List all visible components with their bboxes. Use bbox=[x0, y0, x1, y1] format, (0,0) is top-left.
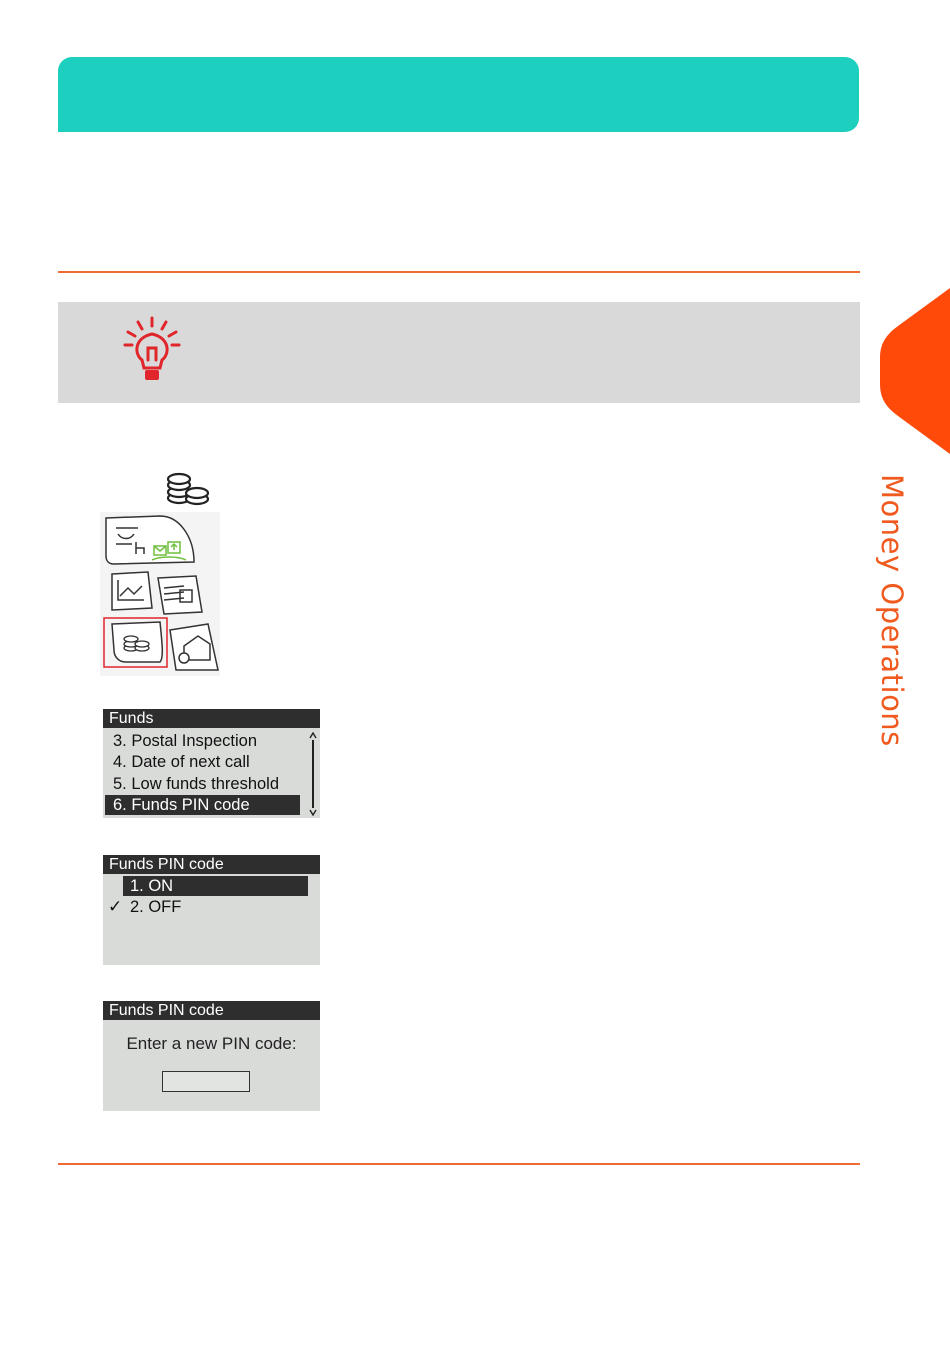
section-divider-top bbox=[58, 271, 860, 273]
screen-title: Funds bbox=[103, 709, 320, 728]
funds-menu-screen bbox=[103, 709, 320, 818]
menu-item-postal-inspection[interactable]: 3. Postal Inspection bbox=[113, 732, 258, 750]
pin-input[interactable] bbox=[162, 1071, 250, 1092]
section-tab bbox=[880, 288, 950, 454]
screen-title: Funds PIN code bbox=[103, 1001, 320, 1020]
pin-option-screen bbox=[103, 855, 320, 965]
pin-entry-screen bbox=[103, 1001, 320, 1111]
section-label-text: Money Operations bbox=[875, 474, 909, 747]
menu-item-low-funds[interactable]: 5. Low funds threshold bbox=[113, 775, 280, 793]
coins-icon bbox=[163, 472, 211, 508]
section-label bbox=[866, 474, 918, 747]
lightbulb-icon bbox=[120, 314, 184, 386]
chapter-banner bbox=[58, 57, 859, 132]
reports-key[interactable] bbox=[112, 572, 152, 610]
screen-title: Funds PIN code bbox=[103, 855, 320, 874]
menu-item-date-next-call[interactable]: 4. Date of next call bbox=[113, 753, 250, 771]
section-divider-bottom bbox=[58, 1163, 860, 1165]
pin-prompt: Enter a new PIN code: bbox=[126, 1034, 297, 1053]
option-on[interactable]: 1. ON bbox=[123, 876, 308, 896]
scrollbar[interactable] bbox=[308, 732, 318, 816]
menu-item-funds-pin[interactable]: 6. Funds PIN code bbox=[105, 795, 300, 815]
labels-key[interactable] bbox=[158, 576, 202, 614]
keypad-illustration bbox=[100, 512, 220, 676]
check-icon: ✓ bbox=[108, 897, 123, 916]
option-off[interactable]: 2. OFF bbox=[130, 898, 182, 916]
